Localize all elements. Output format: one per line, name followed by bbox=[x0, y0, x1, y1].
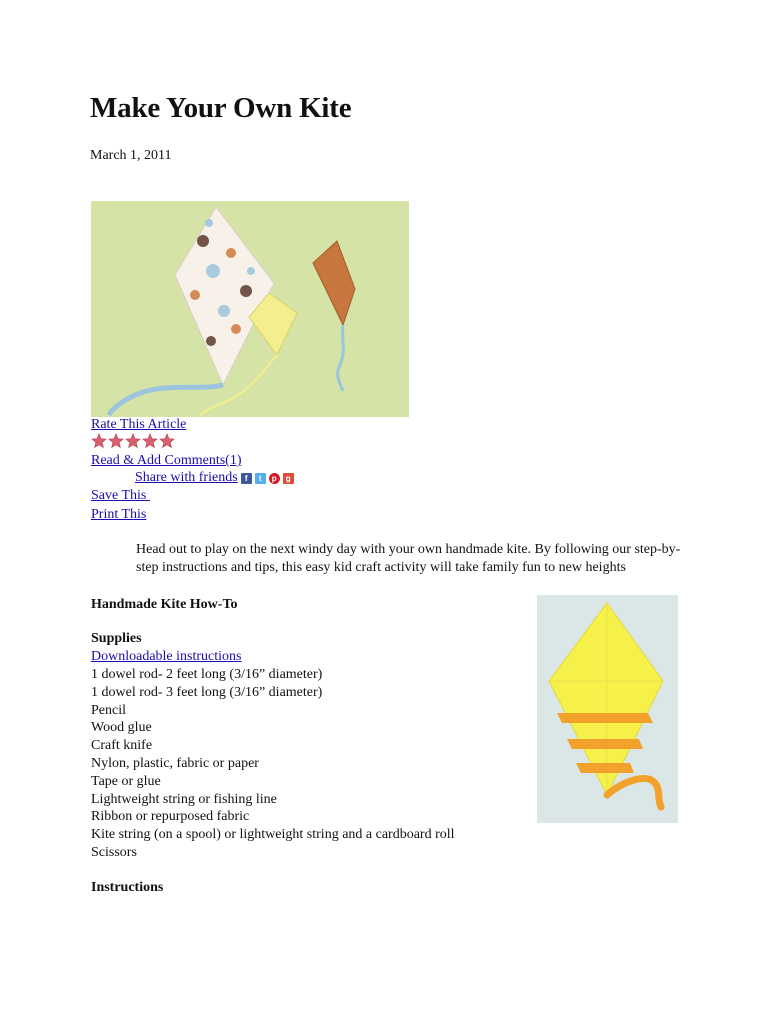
share-link[interactable]: Share with friends bbox=[135, 470, 238, 485]
intro-paragraph: Head out to play on the next windy day with your own handmade kite. By following our step-by-step instructions and tips, this easy kid craft activity will take family fun to new heights bbox=[136, 542, 681, 575]
supplies-list bbox=[91, 666, 521, 862]
page-title: Make Your Own Kite bbox=[90, 92, 352, 124]
download-instructions-link[interactable]: Downloadable instructions bbox=[91, 649, 242, 664]
list-item: Kite string (on a spool) or lightweight string and a cardboard roll bbox=[91, 827, 455, 843]
list-item: Lightweight string or fishing line bbox=[91, 791, 277, 807]
how-to-section bbox=[91, 596, 521, 897]
star-icon[interactable] bbox=[125, 433, 141, 449]
supplies-heading: Supplies bbox=[91, 631, 142, 646]
share-row bbox=[135, 470, 294, 486]
instructions-heading: Instructions bbox=[91, 879, 164, 895]
article-date: March 1, 2011 bbox=[90, 148, 172, 163]
list-item: Craft knife bbox=[91, 738, 153, 754]
facebook-icon[interactable]: f bbox=[241, 473, 252, 484]
list-item: Wood glue bbox=[91, 720, 152, 736]
comments-link[interactable]: Read & Add Comments(1) bbox=[91, 453, 242, 468]
star-icon[interactable] bbox=[142, 433, 158, 449]
print-link[interactable]: Print This bbox=[91, 507, 147, 522]
rate-article-link[interactable]: Rate This Article bbox=[91, 417, 187, 432]
list-item: 1 dowel rod- 2 feet long (3/16” diameter) bbox=[91, 667, 323, 682]
star-icon[interactable] bbox=[159, 433, 175, 449]
twitter-icon[interactable]: t bbox=[255, 473, 266, 484]
list-item: Scissors bbox=[91, 844, 137, 860]
google-plus-icon[interactable]: g bbox=[283, 473, 294, 484]
star-icon[interactable] bbox=[91, 433, 107, 449]
list-item: 1 dowel rod- 3 feet long (3/16” diameter) bbox=[91, 684, 323, 700]
list-item: Ribbon or repurposed fabric bbox=[91, 809, 250, 825]
list-item: Tape or glue bbox=[91, 773, 161, 789]
hero-kites-image bbox=[91, 201, 409, 417]
how-to-heading: Handmade Kite How-To bbox=[91, 597, 238, 612]
star-icon[interactable] bbox=[108, 433, 124, 449]
rating-stars[interactable] bbox=[91, 433, 175, 449]
list-item: Pencil bbox=[91, 702, 126, 718]
list-item: Nylon, plastic, fabric or paper bbox=[91, 755, 259, 771]
save-link[interactable]: Save This bbox=[91, 488, 150, 503]
pinterest-icon[interactable]: p bbox=[269, 473, 280, 484]
yellow-kite-image bbox=[537, 595, 678, 823]
